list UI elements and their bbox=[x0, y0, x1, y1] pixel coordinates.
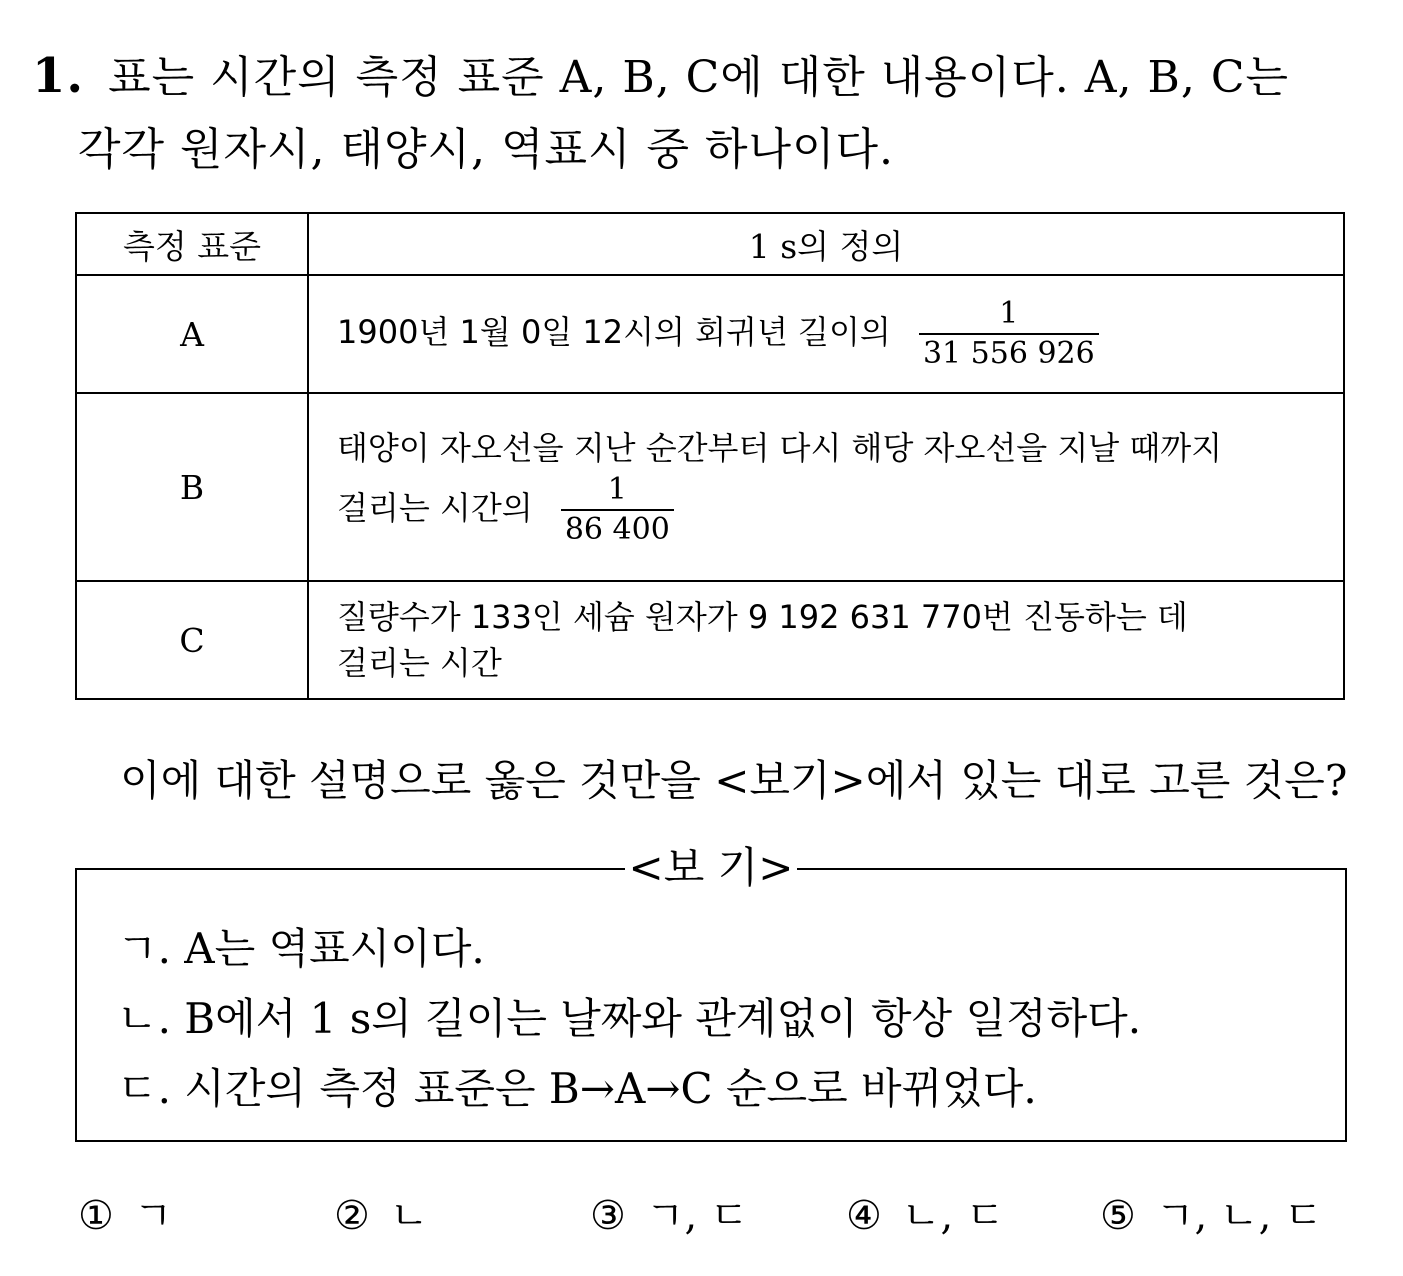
row-definition-b bbox=[308, 393, 1344, 581]
choice-number: ⑤ bbox=[1100, 1193, 1136, 1239]
definition-text: 걸리는 시간의 bbox=[337, 489, 533, 527]
definition-text-line-2: 걸리는 시간 bbox=[337, 644, 502, 682]
bogi-box bbox=[75, 843, 1347, 1142]
bogi-item-digeut: ㄷ. 시간의 측정 표준은 B→A→C 순으로 바뀌었다. bbox=[117, 1064, 1037, 1113]
choice-2[interactable] bbox=[334, 1184, 429, 1241]
choice-text: ㄱ bbox=[133, 1193, 173, 1239]
row-label-a: A bbox=[76, 275, 308, 393]
bogi-list bbox=[117, 914, 1141, 1124]
header-standard: 측정 표준 bbox=[76, 213, 308, 275]
question-header bbox=[32, 40, 1362, 186]
fraction-denominator: 31 556 926 bbox=[919, 333, 1099, 373]
bogi-item-nieun: ㄴ. B에서 1 s의 길이는 날짜와 관계없이 항상 일정하다. bbox=[117, 994, 1142, 1043]
table-row bbox=[76, 581, 1344, 699]
choice-number: ④ bbox=[846, 1193, 882, 1239]
header-definition: 1 s의 정의 bbox=[308, 213, 1344, 275]
bogi-title: <보 기> bbox=[77, 836, 1345, 900]
choice-number: ① bbox=[78, 1193, 114, 1239]
fraction bbox=[561, 471, 674, 549]
choice-4[interactable] bbox=[846, 1184, 1005, 1241]
choice-3[interactable] bbox=[590, 1184, 749, 1241]
table-row bbox=[76, 393, 1344, 581]
definition-text-line-1: 태양이 자오선을 지난 순간부터 다시 해당 자오선을 지날 때까지 bbox=[337, 429, 1223, 467]
bogi-item-giyeok: ㄱ. A는 역표시이다. bbox=[117, 924, 485, 973]
question-prompt: 이에 대한 설명으로 옳은 것만을 <보기>에서 있는 대로 고른 것은? bbox=[120, 756, 1348, 805]
fraction-numerator: 1 bbox=[607, 472, 627, 507]
choice-5[interactable] bbox=[1100, 1184, 1323, 1241]
choice-1[interactable] bbox=[78, 1184, 173, 1241]
fraction-numerator: 1 bbox=[999, 296, 1019, 331]
standards-table bbox=[75, 212, 1345, 700]
fraction-denominator: 86 400 bbox=[561, 509, 674, 549]
choice-number: ② bbox=[334, 1193, 370, 1239]
definition-text: 1900년 1월 0일 12시의 회귀년 길이의 bbox=[337, 313, 891, 351]
row-label-b: B bbox=[76, 393, 308, 581]
definition-text-line-1: 질량수가 133인 세슘 원자가 9 192 631 770번 진동하는 데 bbox=[337, 598, 1188, 636]
row-label-c: C bbox=[76, 581, 308, 699]
question-text-1: 표는 시간의 측정 표준 A, B, C에 대한 내용이다. A, B, C는 bbox=[108, 52, 1290, 103]
question-number: 1. bbox=[32, 48, 85, 104]
choice-text: ㄴ bbox=[389, 1193, 429, 1239]
question-line-1 bbox=[32, 40, 1362, 114]
row-definition-a bbox=[308, 275, 1344, 393]
definition-text-line-2 bbox=[337, 471, 1333, 549]
table-header-row bbox=[76, 213, 1344, 275]
fraction bbox=[919, 295, 1099, 373]
question-line-2: 각각 원자시, 태양시, 역표시 중 하나이다. bbox=[78, 124, 894, 175]
table-row bbox=[76, 275, 1344, 393]
row-definition-c bbox=[308, 581, 1344, 699]
choice-text: ㄱ, ㄷ bbox=[645, 1193, 749, 1239]
choice-number: ③ bbox=[590, 1193, 626, 1239]
choice-text: ㄴ, ㄷ bbox=[901, 1193, 1005, 1239]
answer-choices bbox=[78, 1184, 1358, 1244]
choice-text: ㄱ, ㄴ, ㄷ bbox=[1155, 1193, 1323, 1239]
